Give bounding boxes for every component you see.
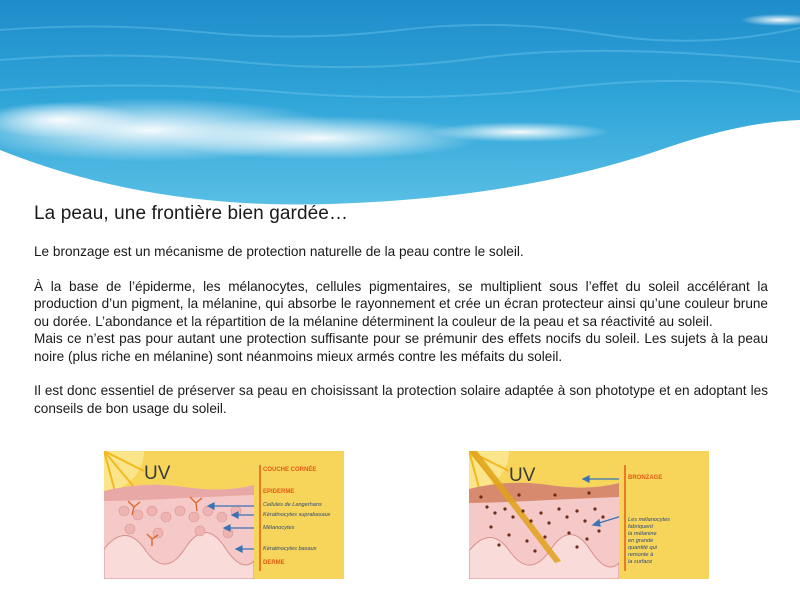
- article: [34, 203, 768, 417]
- derme-label: DERME: [263, 560, 285, 566]
- advice-paragraph: Il est donc essentiel de préserver sa peau en choisissant la protection solaire adaptée à son phototype et en adoptant les conseils de bon usage du soleil.: [34, 383, 768, 416]
- sea-banner-image: [0, 0, 800, 215]
- bronzage-label: BRONZAGE: [628, 475, 663, 481]
- caption-line-6: remonte à: [628, 552, 654, 558]
- melanocytes-paragraph: À la base de l’épiderme, les mélanocytes, cellules pigmentaires, se multiplient sous l’effet du soleil accélérant la production d’un pigment, la mélanine, qui absorbe le rayonnement et crée un écran protecteur ainsi qu’une couleur brune ou dorée. L’abondance et la répartition de la mélanine déterminent la couleur de la peau et sa réactivité au soleil.: [34, 278, 768, 329]
- uv-label: UV: [509, 465, 536, 486]
- intro-paragraph: Le bronzage est un mécanisme de protection naturelle de la peau contre le soleil.: [34, 244, 524, 259]
- caption-line-3: la mélanine: [628, 531, 657, 537]
- protection-paragraph: Mais ce n’est pas pour autant une protection suffisante pour se prémunir des effets nocifs du soleil. Les sujets à la peau noire (plus riche en mélanine) sont néanmoins mieux armés contre les méfaits du soleil.: [34, 331, 768, 364]
- epiderme-label: EPIDERME: [263, 489, 295, 495]
- langerhans-label: Cellules de Langerhans: [263, 502, 322, 508]
- caption-line-1: Les mélanocytes: [628, 517, 670, 523]
- caption-line-4: en grande: [628, 538, 654, 544]
- keratinocytes-basaux-label: Kératinocytes basaux: [263, 546, 317, 552]
- melanocytes-label: Mélanocytes: [263, 525, 295, 531]
- couche-cornee-label: COUCHE CORNÉE: [263, 467, 317, 473]
- caption-line-5: quantité qui: [628, 545, 657, 551]
- caption-line-7: la surface: [628, 559, 653, 565]
- tanning-illustration: [469, 451, 709, 579]
- skin-layers-illustration: [104, 451, 344, 579]
- uv-label: UV: [144, 463, 171, 484]
- page-title: La peau, une frontière bien gardée…: [34, 203, 349, 224]
- keratinocytes-suprabasaux-label: Kératinocytes suprabasaux: [263, 512, 331, 518]
- caption-line-2: fabriquent: [628, 524, 653, 530]
